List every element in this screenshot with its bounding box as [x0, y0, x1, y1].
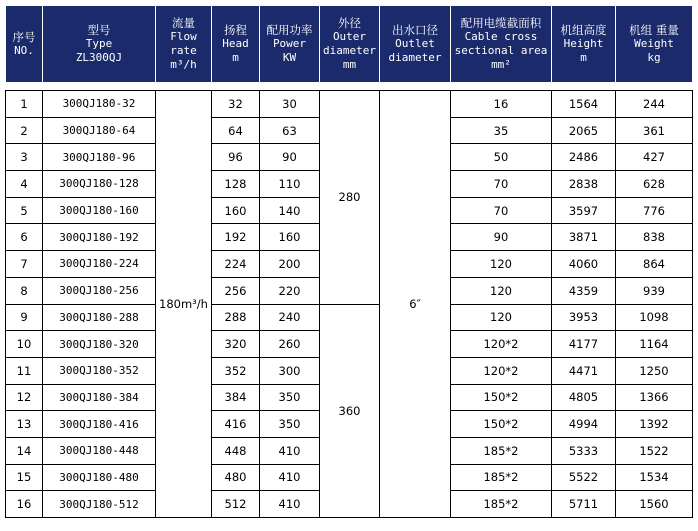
cell-height: 4177 [552, 331, 616, 358]
cell-power: 410 [260, 464, 320, 491]
cell-head: 224 [212, 251, 260, 278]
cell-cable: 70 [451, 197, 552, 224]
cell-no: 16 [6, 491, 43, 518]
cell-outer-diameter-360: 360 [320, 304, 380, 518]
cell-no: 3 [6, 144, 43, 171]
cell-head: 352 [212, 357, 260, 384]
cell-power: 160 [260, 224, 320, 251]
cell-weight: 1522 [616, 437, 693, 464]
cell-cable: 120 [451, 304, 552, 331]
cell-power: 410 [260, 437, 320, 464]
cell-power: 200 [260, 251, 320, 278]
cell-model: 300QJ180-64 [43, 117, 156, 144]
cell-no: 5 [6, 197, 43, 224]
cell-no: 15 [6, 464, 43, 491]
cell-height: 3953 [552, 304, 616, 331]
cell-no: 10 [6, 331, 43, 358]
cell-cable: 16 [451, 91, 552, 118]
cell-cable: 120*2 [451, 331, 552, 358]
cell-head: 256 [212, 277, 260, 304]
cell-model: 300QJ180-160 [43, 197, 156, 224]
cell-outer-diameter-280: 280 [320, 91, 380, 305]
cell-model: 300QJ180-416 [43, 411, 156, 438]
cell-height: 4471 [552, 357, 616, 384]
cell-weight: 1560 [616, 491, 693, 518]
cell-cable: 150*2 [451, 411, 552, 438]
cell-head: 32 [212, 91, 260, 118]
cell-head: 384 [212, 384, 260, 411]
cell-model: 300QJ180-224 [43, 251, 156, 278]
header-power: 配用功率 Power KW [260, 6, 320, 83]
cell-height: 4060 [552, 251, 616, 278]
cell-model: 300QJ180-32 [43, 91, 156, 118]
table-row [6, 91, 693, 118]
cell-height: 5522 [552, 464, 616, 491]
cell-height: 3597 [552, 197, 616, 224]
cell-power: 240 [260, 304, 320, 331]
cell-head: 192 [212, 224, 260, 251]
cell-weight: 838 [616, 224, 693, 251]
cell-height: 4994 [552, 411, 616, 438]
cell-height: 4359 [552, 277, 616, 304]
cell-cable: 120 [451, 251, 552, 278]
cell-power: 220 [260, 277, 320, 304]
cell-cable: 120 [451, 277, 552, 304]
cell-no: 1 [6, 91, 43, 118]
cell-model: 300QJ180-448 [43, 437, 156, 464]
cell-height: 4805 [552, 384, 616, 411]
cell-cable: 150*2 [451, 384, 552, 411]
cell-head: 96 [212, 144, 260, 171]
cell-model: 300QJ180-352 [43, 357, 156, 384]
cell-head: 480 [212, 464, 260, 491]
cell-height: 3871 [552, 224, 616, 251]
cell-model: 300QJ180-480 [43, 464, 156, 491]
cell-cable: 120*2 [451, 357, 552, 384]
cell-outlet-merged: 6″ [380, 91, 451, 518]
cell-head: 288 [212, 304, 260, 331]
table-row [6, 304, 693, 331]
cell-no: 2 [6, 117, 43, 144]
cell-weight: 1392 [616, 411, 693, 438]
cell-cable: 185*2 [451, 464, 552, 491]
cell-model: 300QJ180-512 [43, 491, 156, 518]
cell-weight: 244 [616, 91, 693, 118]
cell-weight: 1534 [616, 464, 693, 491]
cell-no: 7 [6, 251, 43, 278]
header-height: 机组高度 Height m [552, 6, 616, 83]
cell-head: 160 [212, 197, 260, 224]
cell-no: 8 [6, 277, 43, 304]
table-body [5, 90, 692, 518]
cell-no: 9 [6, 304, 43, 331]
header-model: 型号 Type ZL300QJ [43, 6, 156, 83]
cell-no: 4 [6, 171, 43, 198]
cell-height: 5333 [552, 437, 616, 464]
cell-model: 300QJ180-96 [43, 144, 156, 171]
cell-no: 14 [6, 437, 43, 464]
cell-no: 13 [6, 411, 43, 438]
header-weight: 机组 重量 Weight kg [616, 6, 693, 83]
cell-power: 410 [260, 491, 320, 518]
cell-no: 12 [6, 384, 43, 411]
cell-head: 320 [212, 331, 260, 358]
header-outlet-diameter: 出水口径 Outlet diameter [380, 6, 451, 83]
cell-flow-merged: 180m³/h [156, 91, 212, 518]
header-no: 序号 NO. [6, 6, 43, 83]
cell-power: 350 [260, 411, 320, 438]
cell-cable: 35 [451, 117, 552, 144]
cell-no: 11 [6, 357, 43, 384]
header-cable: 配用电缆截面积 Cable cross sectional area mm² [451, 6, 552, 83]
cell-weight: 776 [616, 197, 693, 224]
cell-head: 448 [212, 437, 260, 464]
cell-weight: 1164 [616, 331, 693, 358]
header-head: 扬程 Head m [212, 6, 260, 83]
cell-height: 5711 [552, 491, 616, 518]
cell-height: 2486 [552, 144, 616, 171]
cell-cable: 50 [451, 144, 552, 171]
cell-model: 300QJ180-384 [43, 384, 156, 411]
cell-model: 300QJ180-192 [43, 224, 156, 251]
cell-weight: 1098 [616, 304, 693, 331]
cell-power: 30 [260, 91, 320, 118]
cell-cable: 70 [451, 171, 552, 198]
header-flow: 流量 Flow rate m³/h [156, 6, 212, 83]
cell-model: 300QJ180-256 [43, 277, 156, 304]
cell-height: 2838 [552, 171, 616, 198]
cell-cable: 90 [451, 224, 552, 251]
cell-power: 63 [260, 117, 320, 144]
cell-cable: 185*2 [451, 491, 552, 518]
cell-weight: 427 [616, 144, 693, 171]
cell-power: 260 [260, 331, 320, 358]
cell-height: 1564 [552, 91, 616, 118]
cell-head: 416 [212, 411, 260, 438]
cell-weight: 864 [616, 251, 693, 278]
cell-cable: 185*2 [451, 437, 552, 464]
cell-weight: 628 [616, 171, 693, 198]
cell-power: 110 [260, 171, 320, 198]
cell-head: 512 [212, 491, 260, 518]
cell-no: 6 [6, 224, 43, 251]
cell-power: 350 [260, 384, 320, 411]
cell-weight: 939 [616, 277, 693, 304]
cell-power: 300 [260, 357, 320, 384]
cell-model: 300QJ180-288 [43, 304, 156, 331]
header-outer-diameter: 外径 Outer diameter mm [320, 6, 380, 83]
cell-model: 300QJ180-320 [43, 331, 156, 358]
cell-power: 90 [260, 144, 320, 171]
cell-head: 64 [212, 117, 260, 144]
cell-head: 128 [212, 171, 260, 198]
cell-weight: 1250 [616, 357, 693, 384]
cell-weight: 1366 [616, 384, 693, 411]
cell-model: 300QJ180-128 [43, 171, 156, 198]
cell-power: 140 [260, 197, 320, 224]
cell-height: 2065 [552, 117, 616, 144]
table-header [5, 5, 692, 83]
cell-weight: 361 [616, 117, 693, 144]
